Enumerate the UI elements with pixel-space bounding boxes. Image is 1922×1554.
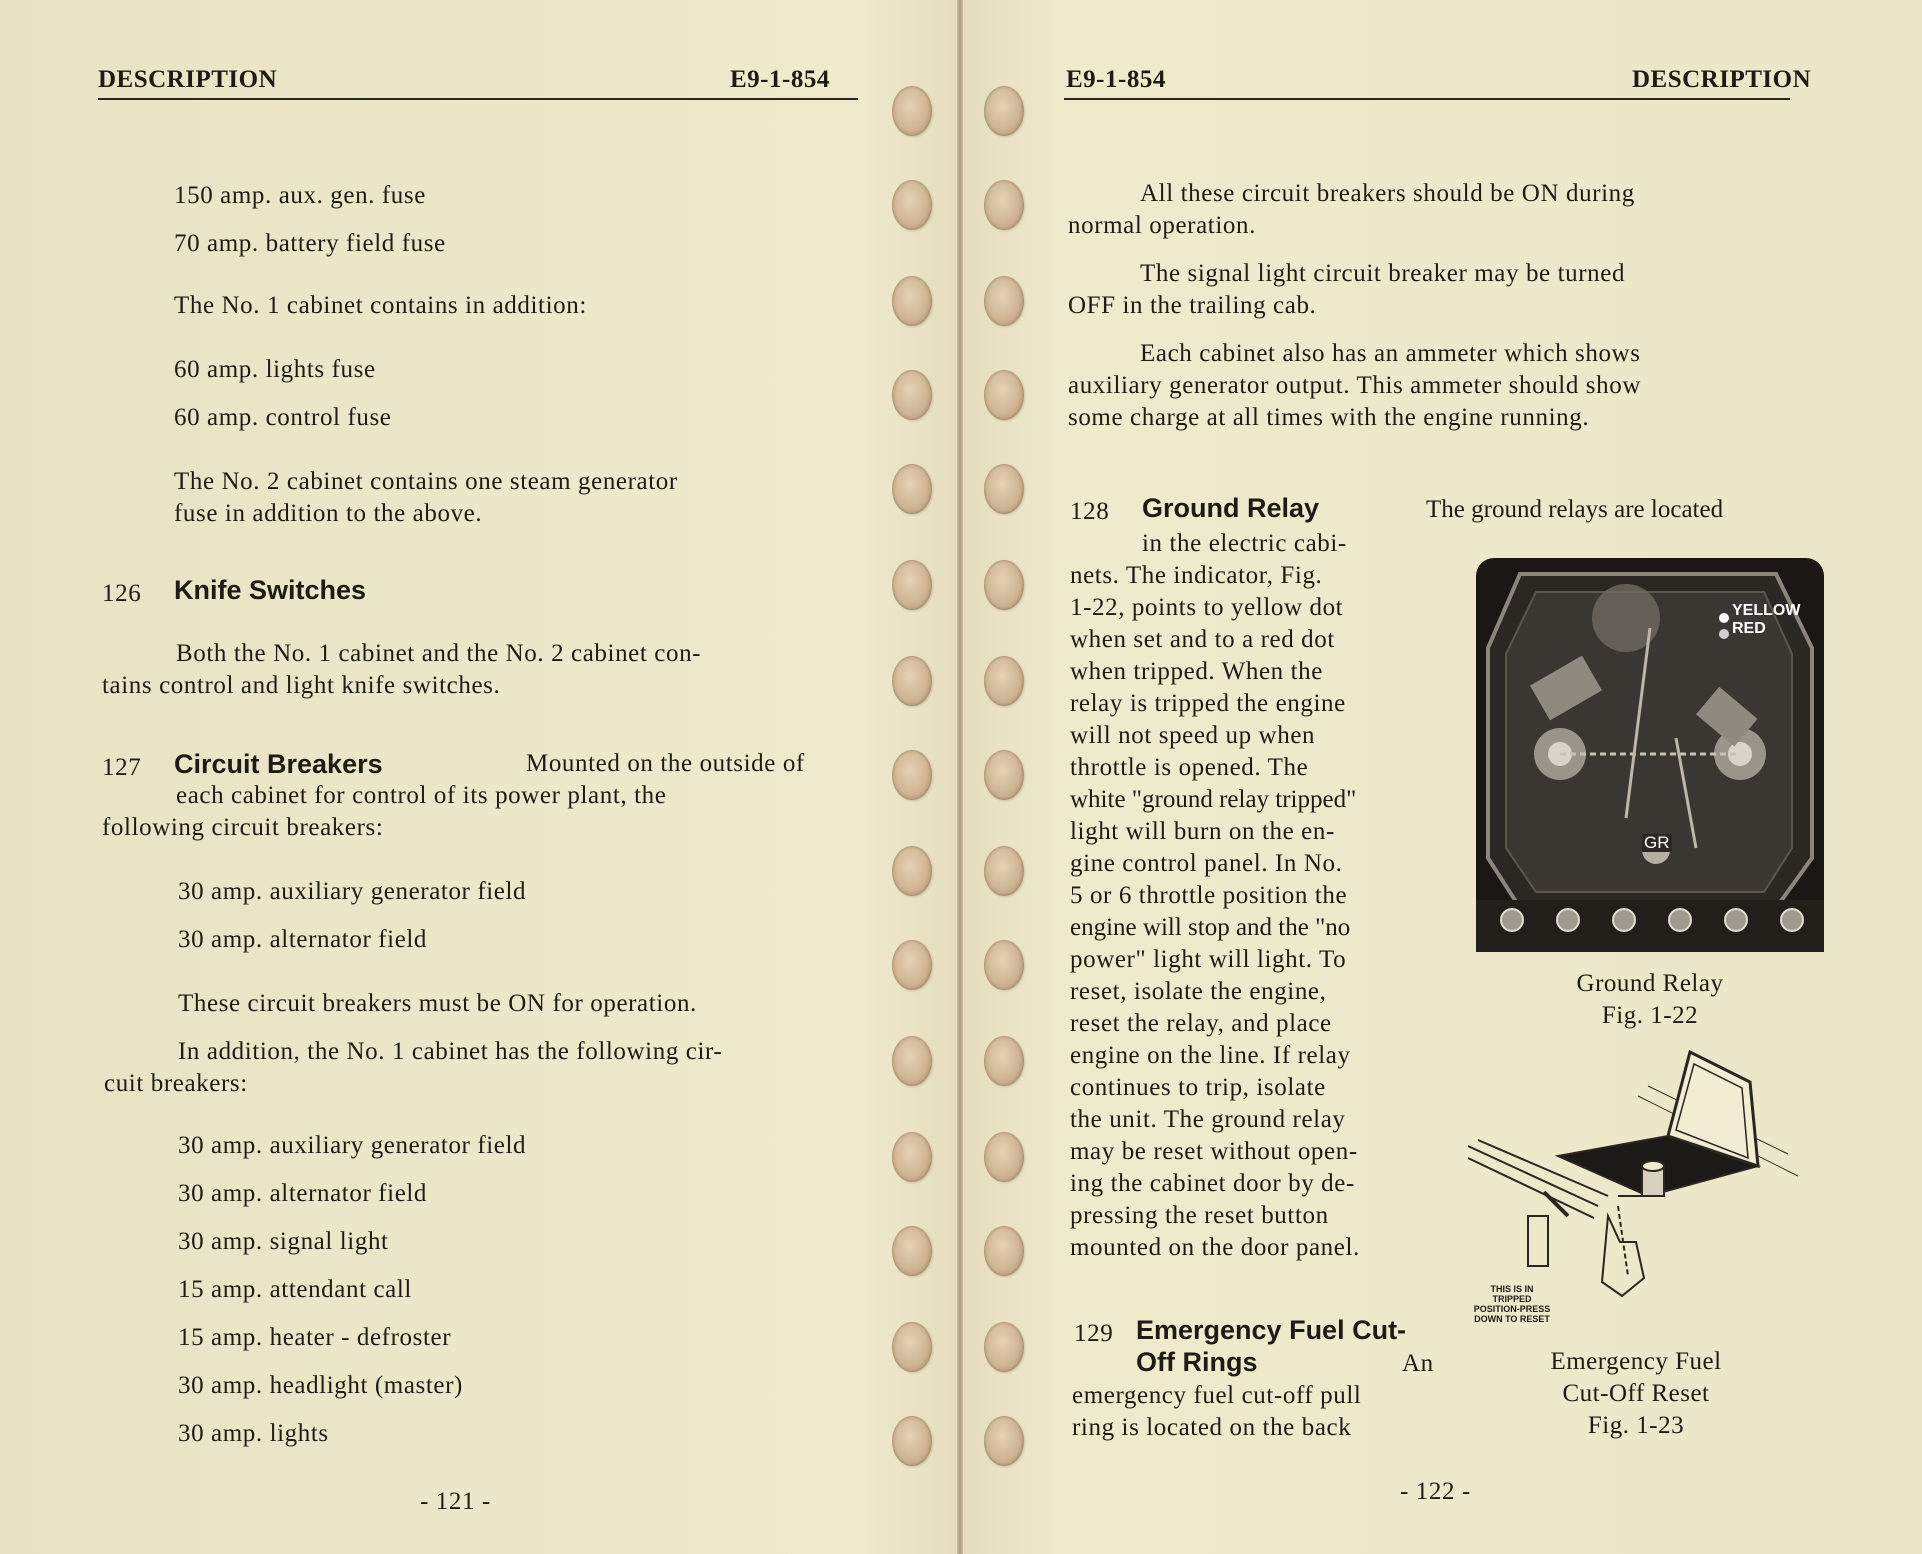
text-line: when set and to a red dot <box>1070 626 1335 653</box>
binding-hole <box>892 86 932 136</box>
tripped-note-line: POSITION-PRESS <box>1473 1304 1551 1314</box>
text-line: cuit breakers: <box>104 1070 248 1097</box>
text-line: nets. The indicator, Fig. <box>1070 562 1323 589</box>
fuel-cutoff-drawing <box>1468 1046 1798 1316</box>
text-line: may be reset without open- <box>1070 1138 1358 1165</box>
text-line: 30 amp. headlight (master) <box>178 1372 463 1399</box>
left-page-number: - 121 - <box>420 1488 491 1515</box>
text-line: gine control panel. In No. <box>1070 850 1343 877</box>
text-line: 30 amp. signal light <box>178 1228 389 1255</box>
text-line: Mounted on the outside of <box>526 750 805 777</box>
right-page-number: - 122 - <box>1400 1478 1471 1505</box>
page-122 <box>962 0 1922 1554</box>
binding-hole <box>892 750 932 800</box>
binding-hole <box>892 1322 932 1372</box>
binding-hole <box>892 1036 932 1086</box>
fig23-caption-number: Fig. 1-23 <box>1587 1412 1685 1439</box>
text-line: reset, isolate the engine, <box>1070 978 1327 1005</box>
text-line: ing the cabinet door by de- <box>1070 1170 1355 1197</box>
text-line: pressing the reset button <box>1070 1202 1329 1229</box>
page-121 <box>0 0 960 1554</box>
binding-hole <box>892 846 932 896</box>
section-number-126: 126 <box>102 580 142 607</box>
right-header-rule <box>1064 98 1790 100</box>
text-line: The ground relays are located <box>1426 496 1724 523</box>
tripped-note-line: THIS IS IN TRIPPED <box>1490 1284 1534 1304</box>
text-line: mounted on the door panel. <box>1070 1234 1360 1261</box>
text-line: engine on the line. If relay <box>1070 1042 1351 1069</box>
section-heading-emergency-fuel: Emergency Fuel Cut- <box>1136 1315 1407 1345</box>
text-line: fuse in addition to the above. <box>174 500 483 527</box>
text-line: normal operation. <box>1068 212 1256 239</box>
text-line: each cabinet for control of its power plant, the <box>176 782 667 809</box>
binding-hole <box>892 1416 932 1466</box>
binding-hole <box>984 656 1024 706</box>
text-line: 70 amp. battery field fuse <box>174 230 446 257</box>
tripped-note-line: DOWN TO RESET <box>1474 1314 1550 1324</box>
label-yellow: YELLOW <box>1732 602 1801 619</box>
text-line: relay is tripped the engine <box>1070 690 1346 717</box>
binding-hole <box>892 1226 932 1276</box>
text-line: light will burn on the en- <box>1070 818 1335 845</box>
section-number-129: 129 <box>1074 1320 1114 1347</box>
binding-hole <box>984 276 1024 326</box>
label-red: RED <box>1732 620 1766 637</box>
text-line: 60 amp. control fuse <box>174 404 392 431</box>
text-line: the unit. The ground relay <box>1070 1106 1346 1133</box>
binding-hole <box>984 750 1024 800</box>
binding-hole <box>984 1036 1024 1086</box>
text-line: Each cabinet also has an ammeter which shows <box>1140 340 1641 367</box>
text-line: auxiliary generator output. This ammeter should show <box>1068 372 1641 399</box>
text-line: ring is located on the back <box>1072 1414 1352 1441</box>
text-line: 15 amp. heater - defroster <box>178 1324 452 1351</box>
text-line: 5 or 6 throttle position the <box>1070 882 1348 909</box>
text-line: Both the No. 1 cabinet and the No. 2 cabinet con- <box>176 640 702 667</box>
binding-hole <box>892 656 932 706</box>
text-line: All these circuit breakers should be ON during <box>1140 180 1635 207</box>
binding-hole <box>892 276 932 326</box>
section-number-127: 127 <box>102 754 142 781</box>
binding-hole <box>892 180 932 230</box>
text-line: 30 amp. lights <box>178 1420 329 1447</box>
text-line: some charge at all times with the engine running. <box>1068 404 1590 431</box>
binding-hole <box>892 464 932 514</box>
fuel-cutoff-figure <box>1468 1046 1798 1324</box>
text-line: continues to trip, isolate <box>1070 1074 1326 1101</box>
text-line: The No. 1 cabinet contains in addition: <box>174 292 587 319</box>
text-line: The No. 2 cabinet contains one steam generator <box>174 468 678 495</box>
fig23-caption-title: Emergency Fuel <box>1550 1348 1722 1375</box>
text-line: 30 amp. auxiliary generator field <box>178 878 527 905</box>
binding-hole <box>892 370 932 420</box>
binding-hole <box>984 1226 1024 1276</box>
binding-hole <box>984 86 1024 136</box>
fig22-caption-title: Ground Relay <box>1576 970 1724 997</box>
binding-hole <box>984 940 1024 990</box>
section-number-128: 128 <box>1070 498 1110 525</box>
binding-hole <box>984 180 1024 230</box>
binding-hole <box>984 560 1024 610</box>
text-line: emergency fuel cut-off pull <box>1072 1382 1362 1409</box>
left-doc-number: E9-1-854 <box>730 66 830 93</box>
text-line: 150 amp. aux. gen. fuse <box>174 182 426 209</box>
right-doc-number: E9-1-854 <box>1066 66 1166 93</box>
text-line: The signal light circuit breaker may be turned <box>1140 260 1626 287</box>
text-line: white "ground relay tripped" <box>1070 786 1357 813</box>
text-line: engine will stop and the "no <box>1070 914 1351 941</box>
text-line: following circuit breakers: <box>102 814 384 841</box>
text-line: will not speed up when <box>1070 722 1316 749</box>
tripped-note <box>1472 1284 1552 1324</box>
fig22-caption-number: Fig. 1-22 <box>1601 1002 1699 1029</box>
section-heading-emergency-fuel-cont: Off Rings <box>1136 1347 1258 1377</box>
text-line: power" light will light. To <box>1070 946 1347 973</box>
binding-hole <box>984 1416 1024 1466</box>
text-line: 30 amp. auxiliary generator field <box>178 1132 527 1159</box>
text-line: in the electric cabi- <box>1142 530 1347 557</box>
text-line: These circuit breakers must be ON for operation. <box>178 990 697 1017</box>
text-line: 1-22, points to yellow dot <box>1070 594 1344 621</box>
binding-hole <box>984 1132 1024 1182</box>
ground-relay-figure <box>1476 558 1824 952</box>
text-line: 60 amp. lights fuse <box>174 356 376 383</box>
text-line: In addition, the No. 1 cabinet has the following cir- <box>178 1038 723 1065</box>
binding-hole <box>984 464 1024 514</box>
text-line: throttle is opened. The <box>1070 754 1309 781</box>
fig23-caption-subtitle: Cut-Off Reset <box>1562 1380 1710 1407</box>
binding-hole <box>984 370 1024 420</box>
text-line: OFF in the trailing cab. <box>1068 292 1317 319</box>
left-header-rule <box>98 98 858 100</box>
section-heading-ground-relay: Ground Relay <box>1142 493 1320 523</box>
text-line: 30 amp. alternator field <box>178 1180 428 1207</box>
text-line: 15 amp. attendant call <box>178 1276 412 1303</box>
text-line: tains control and light knife switches. <box>102 672 501 699</box>
binding-hole <box>984 846 1024 896</box>
section-heading-circuit-breakers: Circuit Breakers <box>174 749 383 779</box>
text-line: reset the relay, and place <box>1070 1010 1332 1037</box>
left-section-title: DESCRIPTION <box>98 66 278 93</box>
binding-hole <box>892 1132 932 1182</box>
right-section-title: DESCRIPTION <box>1632 66 1812 93</box>
label-gr: GR <box>1644 833 1670 852</box>
text-line: when tripped. When the <box>1070 658 1323 685</box>
binding-hole <box>892 940 932 990</box>
binding-hole <box>984 1322 1024 1372</box>
text-line: An <box>1402 1350 1434 1377</box>
text-line: 30 amp. alternator field <box>178 926 428 953</box>
section-heading-knife-switches: Knife Switches <box>174 575 367 605</box>
binding-hole <box>892 560 932 610</box>
